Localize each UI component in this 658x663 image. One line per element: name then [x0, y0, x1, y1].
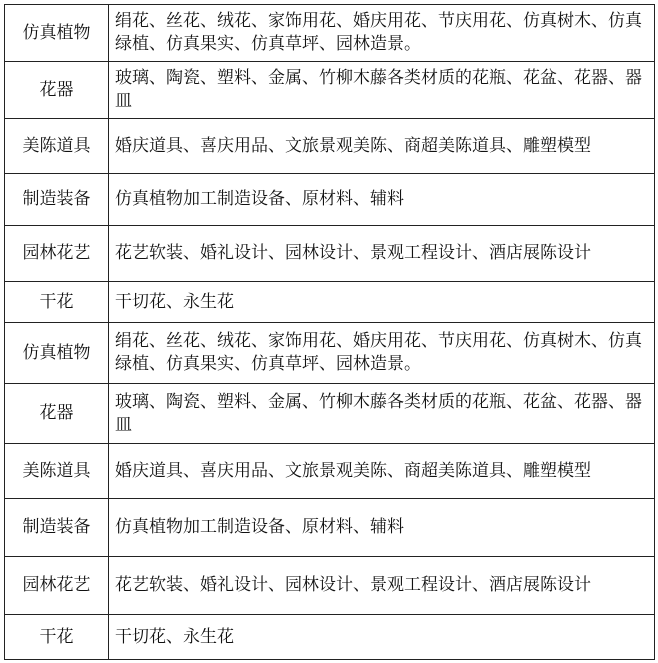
category-cell: 制造装备	[5, 174, 109, 226]
description-cell: 婚庆道具、喜庆用品、文旅景观美陈、商超美陈道具、雕塑模型	[109, 119, 655, 174]
category-cell: 干花	[5, 615, 109, 660]
table-row	[5, 282, 655, 323]
category-cell: 干花	[5, 282, 109, 323]
description-cell: 绢花、丝花、绒花、家饰用花、婚庆用花、节庆用花、仿真树木、仿真绿植、仿真果实、仿真草坪、园林造景。	[109, 5, 655, 62]
category-table	[4, 4, 655, 660]
description-cell: 干切花、永生花	[109, 282, 655, 323]
table-row	[5, 119, 655, 174]
description-cell: 仿真植物加工制造设备、原材料、辅料	[109, 174, 655, 226]
table-row	[5, 444, 655, 499]
table-row	[5, 174, 655, 226]
category-cell: 花器	[5, 62, 109, 119]
category-cell: 园林花艺	[5, 226, 109, 282]
category-cell: 花器	[5, 384, 109, 444]
table-row	[5, 557, 655, 615]
description-cell: 绢花、丝花、绒花、家饰用花、婚庆用花、节庆用花、仿真树木、仿真绿植、仿真果实、仿真草坪、园林造景。	[109, 323, 655, 384]
category-cell: 仿真植物	[5, 5, 109, 62]
description-cell: 花艺软装、婚礼设计、园林设计、景观工程设计、酒店展陈设计	[109, 557, 655, 615]
description-cell: 婚庆道具、喜庆用品、文旅景观美陈、商超美陈道具、雕塑模型	[109, 444, 655, 499]
table-row	[5, 384, 655, 444]
table-row	[5, 62, 655, 119]
description-cell: 花艺软装、婚礼设计、园林设计、景观工程设计、酒店展陈设计	[109, 226, 655, 282]
description-cell: 玻璃、陶瓷、塑料、金属、竹柳木藤各类材质的花瓶、花盆、花器、器皿	[109, 384, 655, 444]
table-row	[5, 5, 655, 62]
category-cell: 园林花艺	[5, 557, 109, 615]
table-row	[5, 226, 655, 282]
category-cell: 美陈道具	[5, 444, 109, 499]
table-row	[5, 323, 655, 384]
description-cell: 干切花、永生花	[109, 615, 655, 660]
category-cell: 仿真植物	[5, 323, 109, 384]
category-table-container	[4, 4, 654, 659]
description-cell: 仿真植物加工制造设备、原材料、辅料	[109, 499, 655, 557]
category-cell: 美陈道具	[5, 119, 109, 174]
table-row	[5, 499, 655, 557]
category-cell: 制造装备	[5, 499, 109, 557]
table-row	[5, 615, 655, 660]
description-cell: 玻璃、陶瓷、塑料、金属、竹柳木藤各类材质的花瓶、花盆、花器、器皿	[109, 62, 655, 119]
